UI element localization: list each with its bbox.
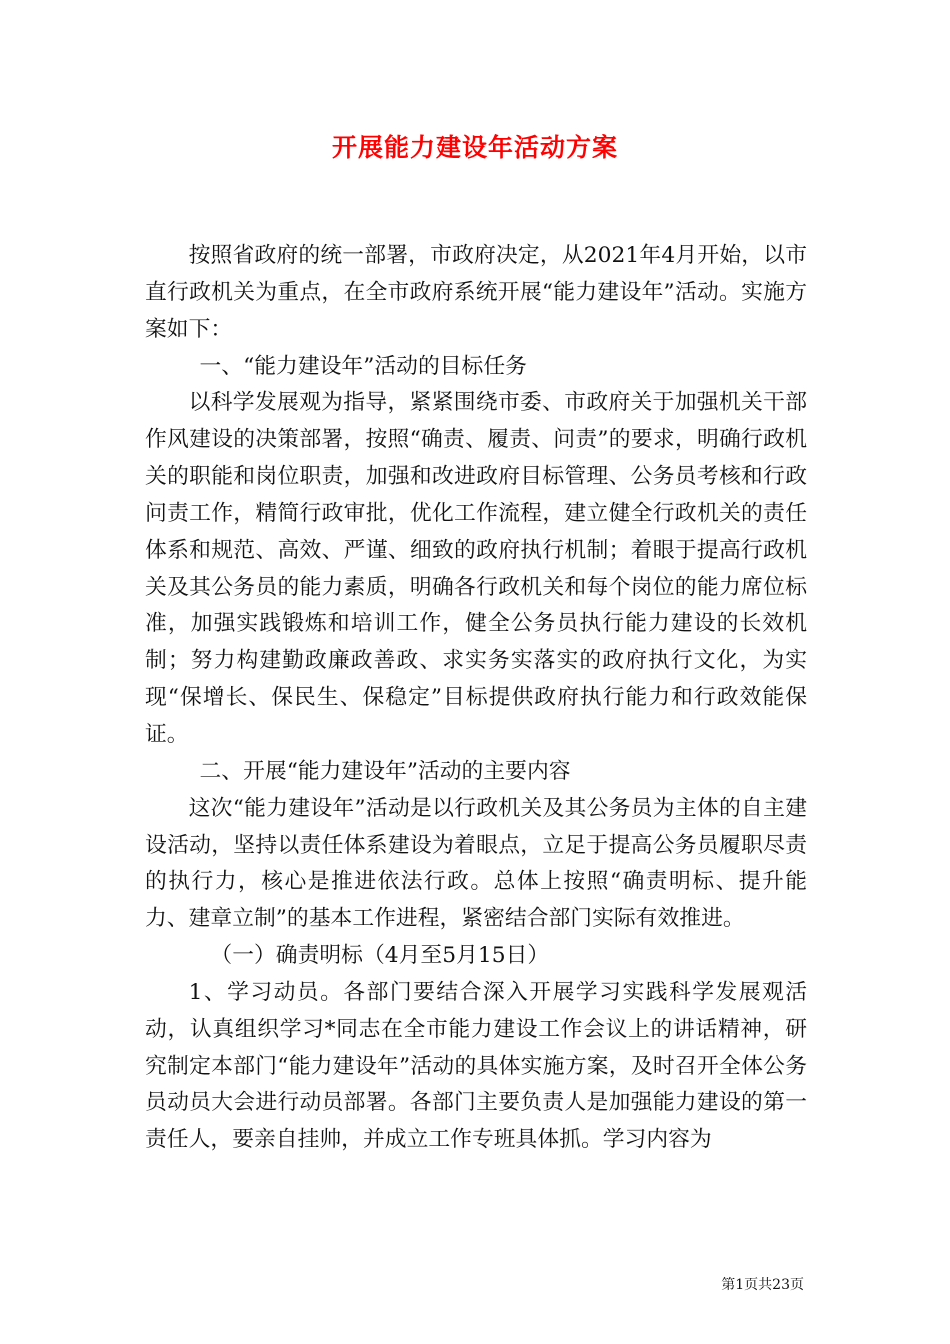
document-body <box>145 238 807 1159</box>
document-title: 开展能力建设年活动方案 <box>331 133 618 162</box>
section-1-paragraph: 以科学发展观为指导，紧紧围绕市委、市政府关于加强机关干部作风建设的决策部署，按照“确责、履责、问责”的要求，明确行政机关的职能和岗位职责，加强和改进政府目标管理、公务员考核和行政问责工作，精简行政审批，优化工作流程，建立健全行政机关的责任体系和规范、高效、严谨、细致的政府执行机制；着眼于提高行政机关及其公务员的能力素质，明确各行政机关和每个岗位的能力席位标准，加强实践锻炼和培训工作，健全公务员执行能力建设的长效机制；努力构建勤政廉政善政、求实务实落实的政府执行文化，为实现“保增长、保民生、保稳定”目标提供政府执行能力和行政效能保证。 <box>145 390 807 747</box>
subsection-1-paragraph: 1、学习动员。各部门要结合深入开展学习实践科学发展观活动，认真组织学习*同志在全市能力建设工作会议上的讲话精神，研究制定本部门“能力建设年”活动的具体实施方案，及时召开全体公务员动员大会进行动员部署。各部门主要负责人是加强能力建设的第一责任人，要亲自挂帅，并成立工作专班具体抓。学习内容为 <box>145 979 807 1153</box>
section-2-paragraph: 这次“能力建设年”活动是以行政机关及其公务员为主体的自主建设活动，坚持以责任体系建设为着眼点，立足于提高公务员履职尽责的执行力，核心是推进依法行政。总体上按照“确责明标、提升能力、建章立制”的基本工作进程，紧密结合部门实际有效推进。 <box>145 795 807 932</box>
page-number-footer: 第1页共23页 <box>721 1277 804 1293</box>
intro-paragraph: 按照省政府的统一部署，市政府决定，从2021年4月开始，以市直行政机关为重点，在全市政府系统开展“能力建设年”活动。实施方案如下： <box>145 243 807 342</box>
section-heading-2: 二、开展“能力建设年”活动的主要内容 <box>199 758 571 784</box>
subsection-heading-1: （一）确责明标（4月至5月15日） <box>210 943 550 969</box>
section-heading-1: 一、“能力建设年”活动的目标任务 <box>199 353 527 379</box>
